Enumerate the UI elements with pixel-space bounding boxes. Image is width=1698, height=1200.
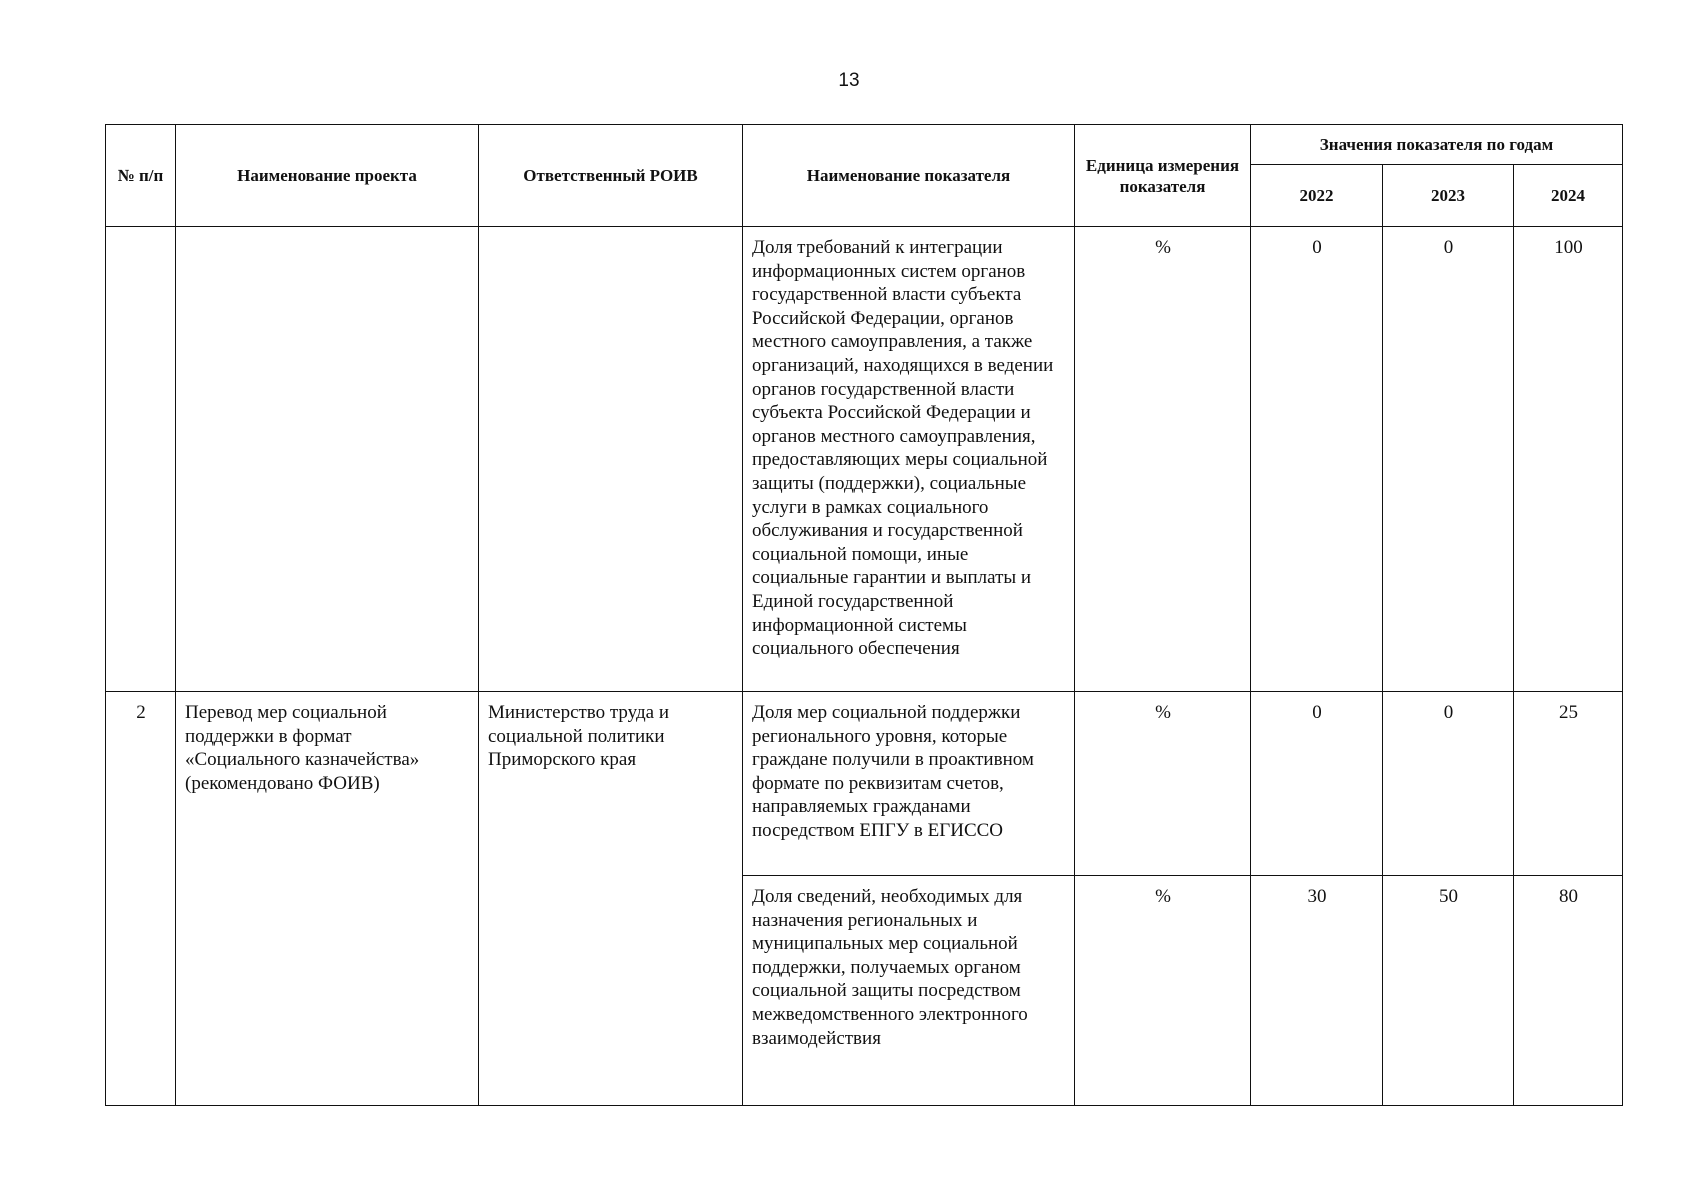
cell-indicator: Доля требований к интеграции информационных систем органов государственной власти субъекта Российской Федерации, органов местного самоуправления, а также организаций, находящихся в ведении органов государственной власти субъекта Российской Федерации и органов местного самоуправления, предоставляющих меры социальной защиты (поддержки), социальные услуги в рамках социального обслуживания и государственной социальной помощи, иные социальные гарантии и выплаты и Единой государственной информационной системы социального обеспечения	[743, 227, 1075, 692]
header-indicator: Наименование показателя	[743, 125, 1075, 227]
header-values-by-year: Значения показателя по годам	[1251, 125, 1623, 165]
header-project: Наименование проекта	[176, 125, 479, 227]
header-roiv: Ответственный РОИВ	[479, 125, 743, 227]
cell-value-2023: 0	[1383, 227, 1514, 692]
cell-project	[176, 227, 479, 692]
header-year-2024: 2024	[1514, 165, 1623, 227]
page-number: 13	[838, 70, 860, 91]
cell-roiv: Министерство труда и социальной политики Приморского края	[479, 692, 743, 1106]
header-num: № п/п	[106, 125, 176, 227]
cell-value-2022: 0	[1251, 227, 1383, 692]
cell-value-2023: 0	[1383, 692, 1514, 876]
cell-value-2023: 50	[1383, 876, 1514, 1106]
cell-indicator: Доля сведений, необходимых для назначения региональных и муниципальных мер социальной поддержки, получаемых органом социальной защиты посредством межведомственного электронного взаимодействия	[743, 876, 1075, 1106]
cell-value-2024: 100	[1514, 227, 1623, 692]
header-unit: Единица измерения показателя	[1075, 125, 1251, 227]
cell-unit: %	[1075, 692, 1251, 876]
cell-roiv	[479, 227, 743, 692]
cell-unit: %	[1075, 876, 1251, 1106]
header-row	[106, 125, 1623, 165]
cell-value-2024: 80	[1514, 876, 1623, 1106]
table-row	[106, 227, 1623, 692]
indicators-table	[105, 124, 1623, 1106]
cell-value-2024: 25	[1514, 692, 1623, 876]
cell-unit: %	[1075, 227, 1251, 692]
cell-value-2022: 0	[1251, 692, 1383, 876]
cell-value-2022: 30	[1251, 876, 1383, 1106]
header-year-2023: 2023	[1383, 165, 1514, 227]
cell-num: 2	[106, 692, 176, 1106]
cell-num	[106, 227, 176, 692]
header-year-2022: 2022	[1251, 165, 1383, 227]
cell-project: Перевод мер социальной поддержки в формат «Социального казначейства» (рекомендовано ФОИВ)	[176, 692, 479, 1106]
cell-indicator: Доля мер социальной поддержки регионального уровня, которые граждане получили в проактивном формате по реквизитам счетов, направляемых гражданами посредством ЕПГУ в ЕГИССО	[743, 692, 1075, 876]
table-row	[106, 692, 1623, 876]
